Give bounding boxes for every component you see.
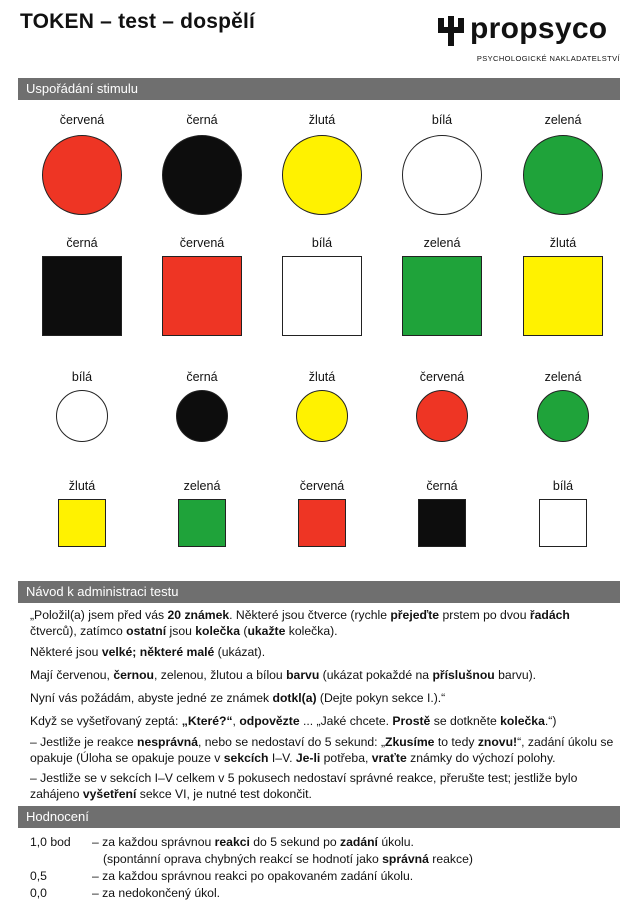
- token-square: [402, 256, 482, 336]
- score-description: (spontánní oprava chybných reakcí se hodnotí jako správná reakce): [103, 852, 473, 866]
- token-square: [178, 499, 226, 547]
- stimulus-label: zelená: [544, 113, 582, 127]
- token-square: [418, 499, 466, 547]
- token-square: [523, 256, 603, 336]
- stimulus-label: žlutá: [549, 236, 577, 250]
- psi-logo-icon: [438, 16, 464, 46]
- publisher-logo: [430, 12, 620, 64]
- logo-wordmark: propsyco: [470, 12, 608, 45]
- instruction-paragraph-6: – Jestliže je reakce nesprávná, nebo se nedostaví do 5 sekund: „Zkusíme to tedy znovu!“, zadání úkolu se opakuje (Úloha se opakuje pouze v sekcích I–V. Je-li potřeba, vraťte známky do výchozí polohy.: [30, 735, 614, 765]
- stimulus-label: černá: [426, 479, 458, 493]
- token-square: [42, 256, 122, 336]
- stimulus-label: červená: [59, 113, 105, 127]
- section-header-admin: Návod k administraci testu: [18, 581, 620, 603]
- token-square: [298, 499, 346, 547]
- stimulus-label: žlutá: [308, 370, 336, 384]
- stimulus-label: zelená: [423, 236, 461, 250]
- score-description: – za nedokončený úkol.: [92, 886, 221, 900]
- token-square: [58, 499, 106, 547]
- stimulus-label: černá: [186, 113, 218, 127]
- token-circle: [537, 390, 589, 442]
- stimulus-label: zelená: [544, 370, 582, 384]
- stimulus-label: černá: [186, 370, 218, 384]
- instruction-paragraph-1: „Položil(a) jsem před vás 20 známek. Některé jsou čtverce (rychle přejeďte prstem po dvou řadách čtverců), zatímco ostatní jsou kolečka (ukažte kolečka).: [30, 608, 570, 638]
- stimulus-label: bílá: [552, 479, 574, 493]
- score-points: 1,0 bod: [30, 835, 71, 849]
- stimulus-label: červená: [179, 236, 225, 250]
- instruction-paragraph-7: – Jestliže se v sekcích I–V celkem v 5 pokusech nedostaví správné reakce, přerušte test; jestliže bylo zahájeno vyšetření sekce VI, je nutné test dokončit.: [30, 771, 578, 801]
- score-description: – za každou správnou reakci do 5 sekund po zadání úkolu.: [92, 835, 414, 849]
- score-points: 0,0: [30, 886, 47, 900]
- token-square: [162, 256, 242, 336]
- token-circle: [42, 135, 122, 215]
- instruction-paragraph-2: Některé jsou velké; některé malé (ukázat).: [30, 645, 266, 659]
- stimulus-label: červená: [419, 370, 465, 384]
- stimulus-label: černá: [66, 236, 98, 250]
- token-square: [282, 256, 362, 336]
- section-header-scoring: Hodnocení: [18, 806, 620, 828]
- token-circle: [162, 135, 242, 215]
- instruction-paragraph-5: Když se vyšetřovaný zeptá: „Které?“, odpovězte ... „Jaké chcete. Prostě se dotkněte kolečka.“): [30, 714, 557, 728]
- token-circle: [416, 390, 468, 442]
- instruction-paragraph-4: Nyní vás požádám, abyste jedné ze známek dotkl(a) (Dejte pokyn sekce I.).“: [30, 691, 446, 705]
- stimulus-label: žlutá: [308, 113, 336, 127]
- stimulus-label: žlutá: [68, 479, 96, 493]
- token-circle: [402, 135, 482, 215]
- stimulus-label: zelená: [183, 479, 221, 493]
- stimulus-label: bílá: [71, 370, 93, 384]
- instruction-paragraph-3: Mají červenou, černou, zelenou, žlutou a bílou barvu (ukázat pokaždé na příslušnou barvu).: [30, 668, 537, 682]
- token-circle: [523, 135, 603, 215]
- token-circle: [296, 390, 348, 442]
- token-circle: [56, 390, 108, 442]
- stimulus-label: bílá: [431, 113, 453, 127]
- logo-subtitle: PSYCHOLOGICKÉ NAKLADATELSTVÍ: [476, 54, 620, 63]
- section-header-stimulus: Uspořádání stimulu: [18, 78, 620, 100]
- score-description: – za každou správnou reakci po opakovaném zadání úkolu.: [92, 869, 414, 883]
- page-title: TOKEN – test – dospělí: [20, 10, 256, 33]
- stimulus-label: červená: [299, 479, 345, 493]
- score-points: 0,5: [30, 869, 47, 883]
- stimulus-label: bílá: [311, 236, 333, 250]
- token-circle: [176, 390, 228, 442]
- token-circle: [282, 135, 362, 215]
- token-square: [539, 499, 587, 547]
